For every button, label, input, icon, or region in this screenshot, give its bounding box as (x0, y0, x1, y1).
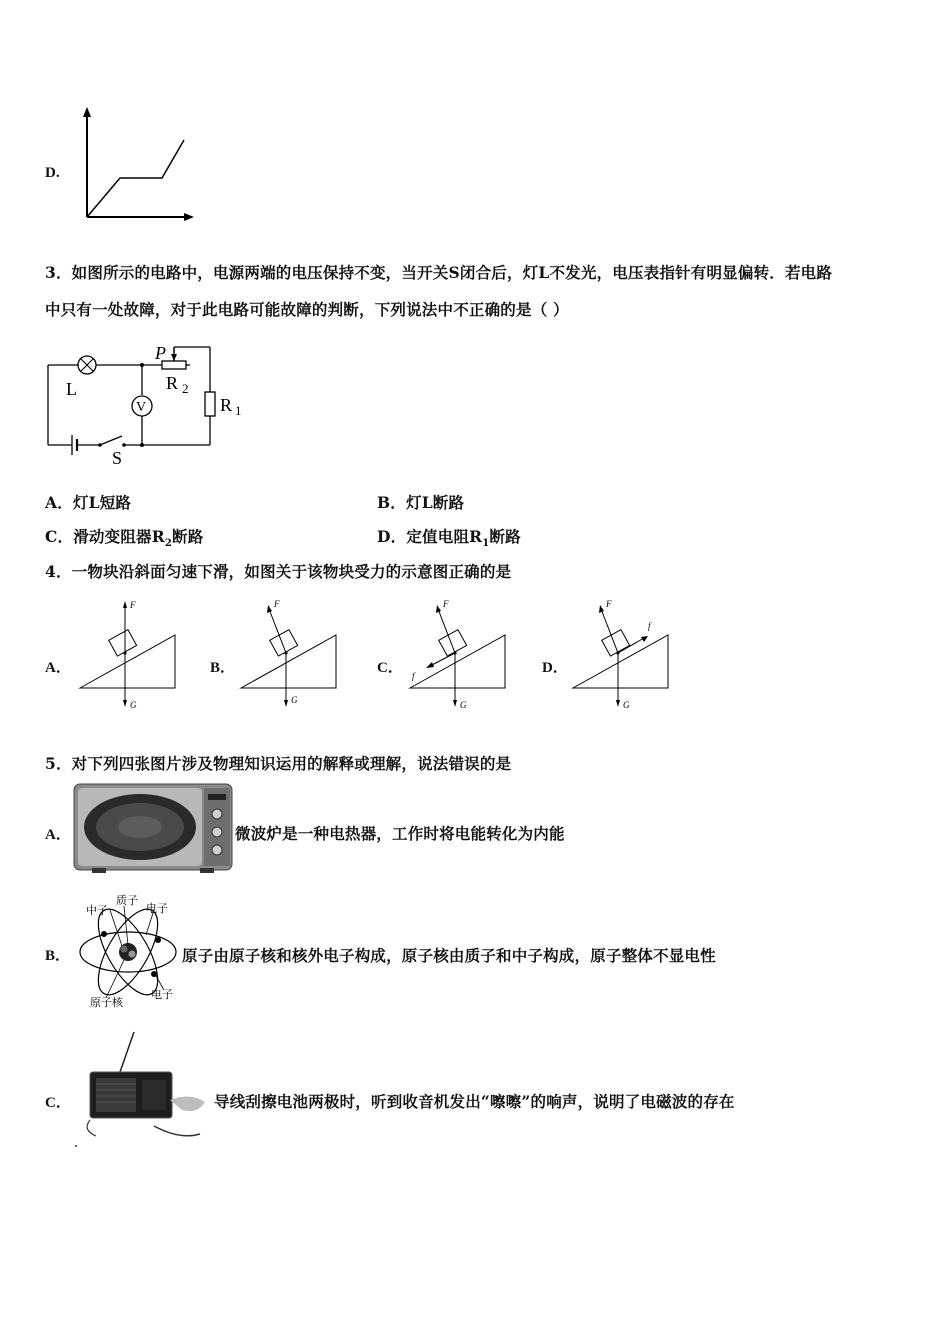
q5-option-b-text: 原子由原子核和核外电子构成，原子核由质子和中子构成，原子整体不显电性 (182, 946, 716, 965)
circuit-label-rheostat-sub: 2 (182, 381, 189, 396)
q4-stem: 4．一物块沿斜面匀速下滑，如图关于该物块受力的示意图正确的是 (45, 562, 512, 581)
force-label-f: F (443, 599, 449, 609)
q5-option-c-text: 导线刮擦电池两极时，听到收音机发出“嚓嚓”的响声，说明了电磁波的存在 (214, 1092, 735, 1111)
circuit-label-rheostat: R (166, 373, 179, 393)
atom-image (76, 890, 184, 1010)
q2-option-d-graph (78, 105, 198, 225)
q3-option-d: D．定值电阻$R_1$断路 (377, 527, 521, 550)
circuit-label-lamp: L (66, 379, 77, 399)
q4-option-a-diagram (75, 595, 185, 715)
switch-icon (100, 436, 122, 445)
q5-option-a-label: A． (45, 827, 71, 843)
force-label-f: F (130, 600, 136, 610)
q3-option-a: A．灯L短路 (45, 493, 132, 512)
q4-option-c-label: C． (377, 660, 403, 676)
circuit-label-slider: P (155, 343, 166, 363)
force-label-f: F (274, 599, 280, 609)
microwave-image (72, 782, 234, 874)
force-label-g: G (623, 700, 630, 710)
resistor-icon (205, 392, 215, 416)
atom-label-electron-1: 电子 (146, 903, 168, 915)
q3-circuit-diagram (40, 335, 260, 475)
force-label-g: G (291, 695, 298, 705)
q3-stem-line1: 3．如图所示的电路中，电源两端的电压保持不变，当开关S闭合后，灯L不发光，电压表指针有明显偏转．若电路 (45, 263, 833, 282)
q4-option-a-label: A． (45, 660, 71, 676)
q3-stem-line2: 中只有一处故障，对于此电路可能故障的判断，下列说法中不正确的是（ ） (45, 300, 569, 319)
q3-option-c: C．滑动变阻器$R_2$断路 (45, 527, 204, 550)
q5-stem: 5．对下列四张图片涉及物理知识运用的解释或理解，说法错误的是 (45, 754, 512, 773)
q4-option-b-diagram (236, 595, 346, 715)
force-label-friction: f (412, 671, 415, 681)
q5-option-a-text: 微波炉是一种电热器，工作时将电能转化为内能 (235, 824, 565, 843)
force-label-g: G (460, 700, 467, 710)
q2-option-d-label: D. (45, 165, 60, 181)
radio-image (70, 1030, 215, 1150)
force-label-friction: f (648, 621, 651, 631)
atom-label-electron-2: 电子 (151, 989, 173, 1001)
q4-option-d-diagram (568, 595, 678, 715)
force-label-g: G (130, 700, 137, 710)
q4-option-c-diagram (405, 595, 515, 715)
circuit-label-voltmeter: V (136, 400, 147, 415)
atom-label-proton: 质子 (116, 895, 138, 907)
force-label-f: F (606, 599, 612, 609)
atom-label-neutron: 中子 (86, 905, 108, 917)
circuit-label-resistor-sub: 1 (235, 403, 242, 418)
q4-option-b-label: B． (210, 660, 236, 676)
circuit-label-switch: S (112, 448, 123, 468)
atom-label-nucleus: 原子核 (90, 997, 123, 1009)
q5-option-b-label: B． (45, 948, 71, 964)
q5-option-c-label: C． (45, 1095, 71, 1111)
q4-option-d-label: D． (542, 660, 568, 676)
q3-option-b: B．灯L断路 (377, 493, 465, 512)
circuit-label-resistor: R (220, 395, 233, 415)
